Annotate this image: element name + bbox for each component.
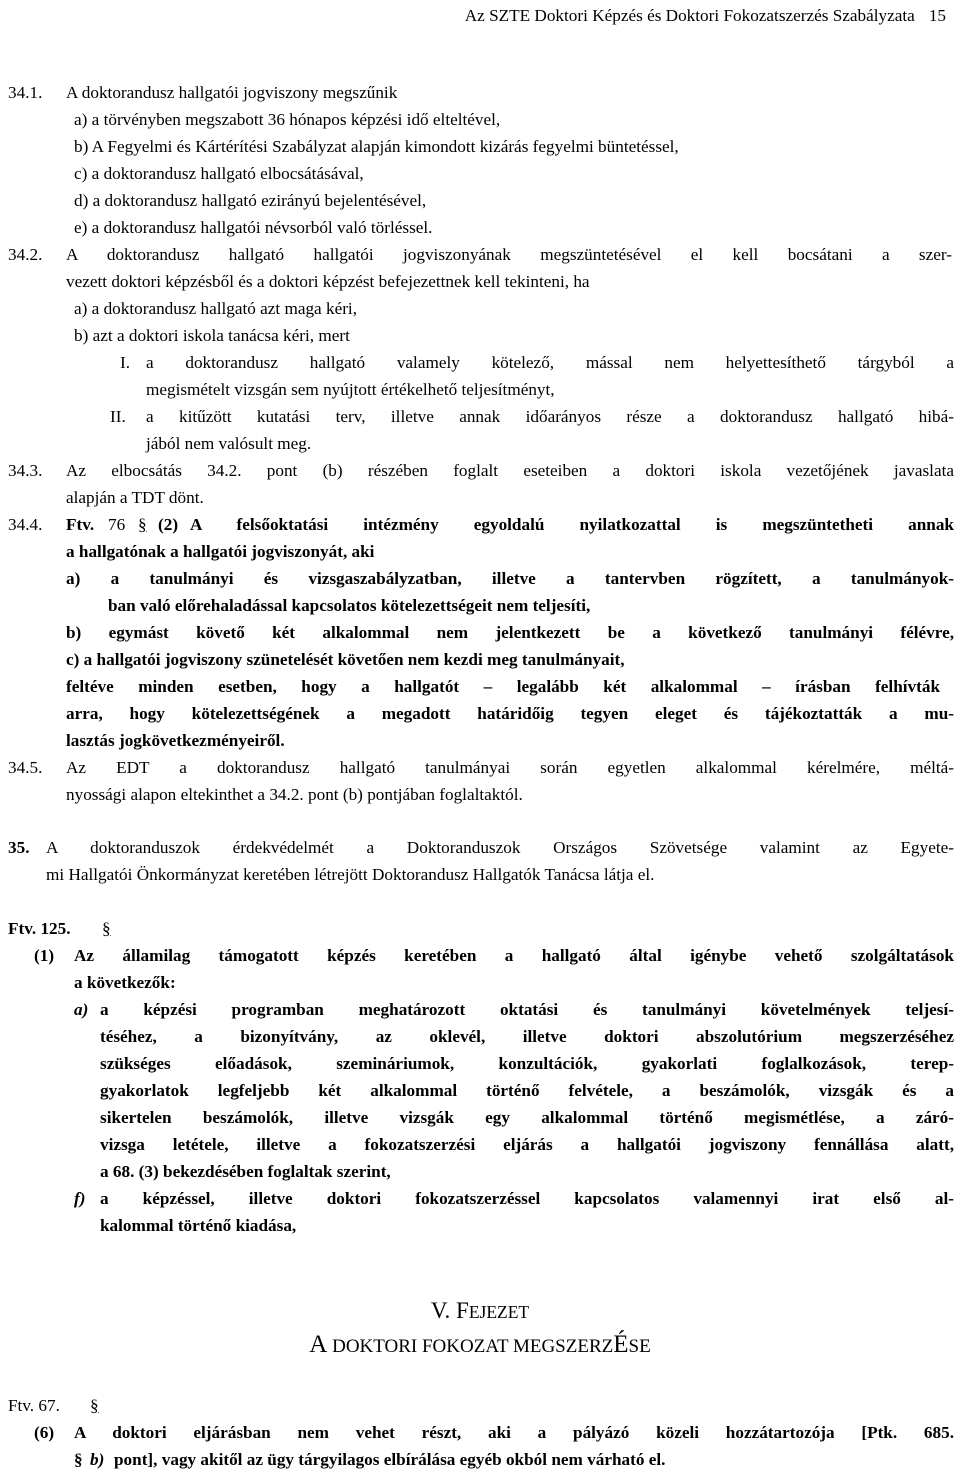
paragraph-label: (1) <box>34 946 55 965</box>
list-item: szükséges előadások, szemináriumok, konzultációk, gyakorlati foglalkozások, terep- <box>100 1054 954 1073</box>
section-text: vezett doktori képzésből és a doktori képzést befejezettnek kell tekinteni, ha <box>66 272 590 291</box>
paragraph-text: pont], vagy akitől az ügy tárgyilagos elbírálása egyéb okból nem várható el. <box>114 1450 666 1469</box>
law-reference: Ftv. <box>66 515 95 534</box>
list-item: c) a hallgatói jogviszony szünetelését követően nem kezdi meg tanulmányait, <box>66 650 625 669</box>
page-number: 15 <box>928 6 946 25</box>
section-text: lasztás jogkövetkezményeiről. <box>66 731 285 750</box>
list-item: a) a tanulmányi és vizsgaszabályzatban, illetve a tantervben rögzített, a tanulmányok- <box>66 569 954 588</box>
section-text: Az elbocsátás 34.2. pont (b) részében foglalt eseteiben a doktori iskola vezetőjének javaslata <box>66 461 954 480</box>
list-item: megismételt vizsgán sem nyújtott értékelhető teljesítményt, <box>146 380 555 399</box>
section-number: 34.1. <box>8 83 43 102</box>
section-text: Az EDT a doktorandusz hallgató tanulmányai során egyetlen alkalommal kérelmére, méltá- <box>66 758 954 777</box>
section-text: a hallgatónak a hallgatói jogviszonyát, aki <box>66 542 375 561</box>
paragraph-text-italic: b) <box>90 1450 105 1469</box>
chapter-number: V. FEJEZET <box>430 1298 530 1323</box>
list-item: a képzéssel, illetve doktori fokozatszerzéssel kapcsolatos valamennyi irat első al- <box>100 1189 954 1208</box>
section-text: mi Hallgatói Önkormányzat keretében létrejött Doktorandusz Hallgatók Tanácsa látja el. <box>46 865 655 884</box>
list-item: a 68. (3) bekezdésében foglaltak szerint, <box>100 1162 391 1181</box>
list-item: d) a doktorandusz hallgató ezirányú bejelentésével, <box>74 191 427 210</box>
section-number: 34.3. <box>8 461 43 480</box>
list-item: gyakorlatok legfeljebb két alkalommal történő felvétele, a beszámolók, vizsgák és a <box>100 1081 954 1100</box>
section-text: A doktorandusz hallgatói jogviszony megszűnik <box>66 83 398 102</box>
list-item: kalommal történő kiadása, <box>100 1216 297 1235</box>
list-item: b) egymást követő két alkalommal nem jelentkezett be a következő tanulmányi félévre, <box>66 623 954 642</box>
section-text: alapján a TDT dönt. <box>66 488 204 507</box>
list-item: a doktorandusz hallgató valamely kötelező, mással nem helyettesíthető tárgyból a <box>146 353 954 372</box>
roman-label: II. <box>110 407 126 426</box>
paragraph-text: Az államilag támogatott képzés keretében a hallgató által igénybe vehető szolgáltatások <box>74 946 954 965</box>
list-item: b) A Fegyelmi és Kártérítési Szabályzat alapján kimondott kizárás fegyelmi büntetéssel, <box>74 137 679 156</box>
list-item: a) a doktorandusz hallgató azt maga kéri, <box>74 299 357 318</box>
law-heading: Ftv. 125. <box>8 919 71 938</box>
section-text: nyossági alapon eltekinthet a 34.2. pont (b) pontjában foglaltaktól. <box>66 785 523 804</box>
law-heading: Ftv. 67. <box>8 1396 60 1415</box>
list-item: ban való előrehaladással kapcsolatos kötelezettségeit nem teljesíti, <box>108 596 591 615</box>
paragraph-label: (6) <box>34 1423 55 1442</box>
list-item: b) azt a doktori iskola tanácsa kéri, mert <box>74 326 350 345</box>
list-item: sikertelen beszámolók, illetve vizsgák egy alkalommal történő megismétlése, a záró- <box>100 1108 954 1127</box>
list-label: a) <box>74 1000 89 1019</box>
roman-label: I. <box>120 353 131 372</box>
paragraph-sign: § <box>74 1450 83 1469</box>
paragraph-label: (2) <box>158 515 179 534</box>
list-item: vizsga letétele, illetve a fokozatszerzési eljárás a hallgatói jogviszony fennállása alatt, <box>100 1135 954 1154</box>
paragraph-sign: § <box>102 919 111 938</box>
section-text: A doktorandusz hallgató hallgatói jogviszonyának megszüntetésével el kell bocsátani a szer- <box>66 245 952 264</box>
paragraph-sign: § <box>138 515 147 534</box>
paragraph-sign: § <box>90 1396 99 1415</box>
list-item: a képzési programban meghatározott oktatási és tanulmányi követelmények teljesí- <box>100 1000 954 1019</box>
section-number: 34.5. <box>8 758 43 777</box>
list-item: jából nem valósult meg. <box>146 434 312 453</box>
paragraph-text: a következők: <box>74 973 176 992</box>
paragraph-text: A doktori eljárásban nem vehet részt, aki a pályázó közeli hozzátartozója [Ptk. 685. <box>74 1423 954 1442</box>
section-number: 34.2. <box>8 245 43 264</box>
chapter-title: A DOKTORI FOKOZAT MEGSZERZÉSE <box>309 1331 651 1358</box>
section-text: feltéve minden esetben, hogy a hallgatót – legalább két alkalommal – írásban felhívták <box>66 677 940 696</box>
section-text: A felsőoktatási intézmény egyoldalú nyilatkozattal is megszüntetheti annak <box>190 515 954 534</box>
list-item: a kitűzött kutatási terv, illetve annak időarányos része a doktorandusz hallgató hibá- <box>146 407 954 426</box>
section-number: 35. <box>8 838 30 857</box>
list-item: a) a törvényben megszabott 36 hónapos képzési idő elteltével, <box>74 110 501 129</box>
law-reference-number: 76 <box>108 515 126 534</box>
header-title: Az SZTE Doktori Képzés és Doktori Fokozatszerzés Szabályzata <box>464 6 915 25</box>
section-number: 34.4. <box>8 515 43 534</box>
list-item: téséhez, a bizonyítvány, az oklevél, illetve doktori abszolutórium megszerzéséhez <box>100 1027 954 1046</box>
section-text: A doktoranduszok érdekvédelmét a Doktoranduszok Országos Szövetsége valamint az Egyete- <box>46 838 954 857</box>
section-text: arra, hogy kötelezettségének a megadott határidőig tegyen eleget és tájékoztatták a mu- <box>66 704 954 723</box>
list-item: e) a doktorandusz hallgatói névsorból való törléssel. <box>74 218 433 237</box>
page-header <box>0 2 946 29</box>
list-label: f) <box>74 1189 86 1208</box>
list-item: c) a doktorandusz hallgató elbocsátásával, <box>74 164 364 183</box>
